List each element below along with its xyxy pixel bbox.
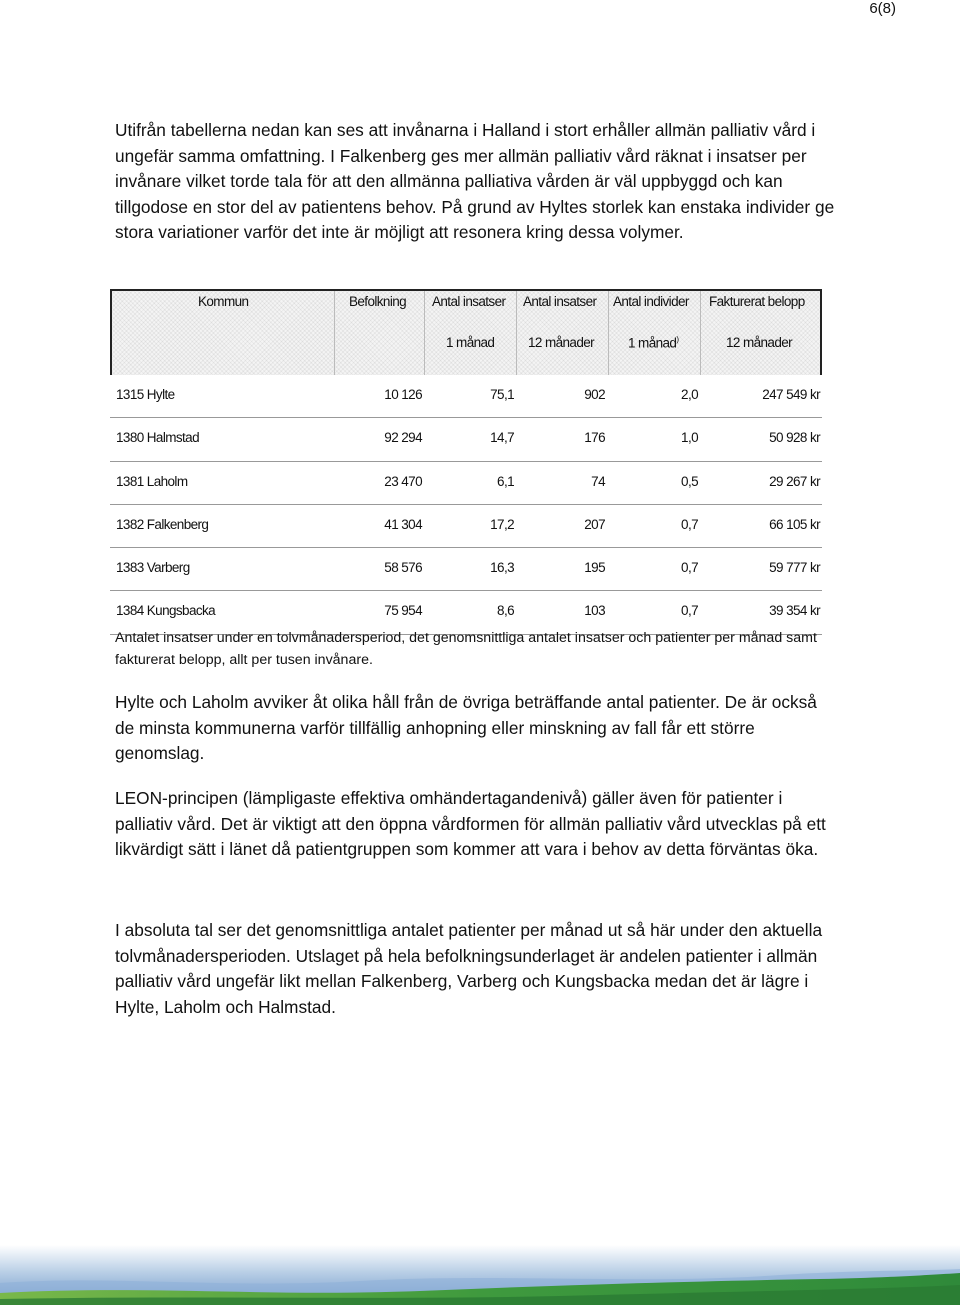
cell-individer: 2,0 [681, 387, 698, 402]
cell-individer: 0,7 [681, 516, 698, 532]
cell-befolkning: 23 470 [384, 473, 422, 489]
cell-insatser-1: 17,2 [490, 516, 514, 532]
header-insatser-12-sub: 12 månader [528, 335, 595, 350]
cell-individer: 0,7 [681, 560, 698, 576]
paragraph-absoluta-tal: I absoluta tal ser det genomsnittliga antalet patienter per månad ut så här under den aktuella tolvmånadersperioden. Utslaget på hela befolkningsunderlaget är andelen patienter i allmän palliativ vård ungefär likt mellan Falkenberg, Varberg och Kungsbacka medan det är lägre i Hylte, Laholm och Halmstad. [115, 920, 823, 1017]
header-befolkning: Befolkning [349, 294, 407, 309]
cell-kommun: 1382 Falkenberg [116, 516, 209, 532]
table-caption: Antalet insatser under en tolvmånadersperiod, det genomsnittliga antalet insatser och patienter per månad samt fakturerat belopp, allt per tusen invånare. [115, 630, 817, 668]
header-belopp: Fakturerat belopp [709, 294, 805, 309]
header-individer-footnote-mark: ) [676, 335, 679, 344]
cell-kommun: 1315 Hylte [116, 387, 175, 402]
cell-insatser-12: 902 [584, 387, 605, 402]
landscape-image [0, 1245, 960, 1305]
cell-insatser-1: 8,6 [497, 603, 514, 619]
cell-belopp: 66 105 kr [769, 516, 820, 532]
cell-befolkning: 41 304 [384, 516, 422, 532]
intro-paragraph: Utifrån tabellerna nedan kan ses att invånarna i Halland i stort erhåller allmän palliativ vård i ungefär samma omfattning. I Falkenberg ges mer allmän palliativ vård räknat i insatser per invånare vilket torde tala för att den allmänna palliativa vården är väl uppbyggd och kan tillgodose en stor del av patientens behov. På grund av Hyltes storlek kan enstaka individer ge stora variationer varför det inte är möjligt att resonera kring dessa volymer. [115, 120, 835, 242]
paragraph-leon: LEON-principen (lämpligaste effektiva omhändertagandenivå) gäller även för patienter i palliativ vård. Det är viktigt att den öppna vårdformen för allmän palliativ vård utvecklas på ett likvärdigt sätt i länet då patientgruppen som kommer att vara i behov av detta förväntas öka. [115, 788, 826, 859]
header-kommun: Kommun [198, 294, 249, 309]
cell-insatser-12: 103 [584, 603, 605, 619]
cell-insatser-1: 75,1 [490, 387, 514, 402]
table-row [110, 418, 822, 461]
table-header [110, 289, 822, 375]
cell-kommun: 1381 Laholm [116, 473, 188, 489]
cell-belopp: 39 354 kr [769, 603, 820, 619]
cell-insatser-12: 176 [584, 430, 605, 446]
cell-belopp: 247 549 kr [762, 387, 820, 402]
table-row [110, 505, 822, 548]
cell-insatser-12: 74 [591, 473, 605, 489]
header-insatser-1: Antal insatser [432, 294, 506, 309]
footer-landscape-banner [0, 1245, 960, 1305]
cell-individer: 0,5 [681, 473, 698, 489]
cell-befolkning: 75 954 [384, 603, 422, 619]
cell-insatser-1: 6,1 [497, 473, 514, 489]
cell-insatser-1: 16,3 [490, 560, 514, 576]
cell-belopp: 29 267 kr [769, 473, 820, 489]
table-row [110, 375, 822, 418]
table-row [110, 548, 822, 591]
page-number: 6(8) [869, 0, 896, 17]
cell-befolkning: 10 126 [384, 387, 422, 402]
header-individer-sub: 1 månad) [628, 335, 679, 351]
cell-befolkning: 92 294 [384, 430, 422, 446]
cell-kommun: 1383 Varberg [116, 560, 190, 576]
paragraph-hylte-laholm: Hylte och Laholm avviker åt olika håll från de övriga beträffande antal patienter. De är också de minsta kommunerna varför tillfällig anhopning eller minskning av fall får ett större genomslag. [115, 692, 817, 763]
kommun-table [110, 289, 822, 635]
cell-kommun: 1380 Halmstad [116, 430, 200, 446]
cell-befolkning: 58 576 [384, 560, 422, 576]
cell-belopp: 50 928 kr [769, 430, 820, 446]
cell-belopp: 59 777 kr [769, 560, 820, 576]
header-insatser-1-sub: 1 månad [446, 335, 495, 350]
cell-insatser-1: 14,7 [490, 430, 514, 446]
header-belopp-sub: 12 månader [726, 335, 793, 350]
cell-insatser-12: 207 [584, 516, 605, 532]
cell-individer: 1,0 [681, 430, 698, 446]
cell-insatser-12: 195 [584, 560, 605, 576]
header-individer: Antal individer [613, 294, 689, 309]
table-row [110, 462, 822, 505]
cell-kommun: 1384 Kungsbacka [116, 603, 216, 619]
cell-individer: 0,7 [681, 603, 698, 619]
header-insatser-12: Antal insatser [523, 294, 597, 309]
